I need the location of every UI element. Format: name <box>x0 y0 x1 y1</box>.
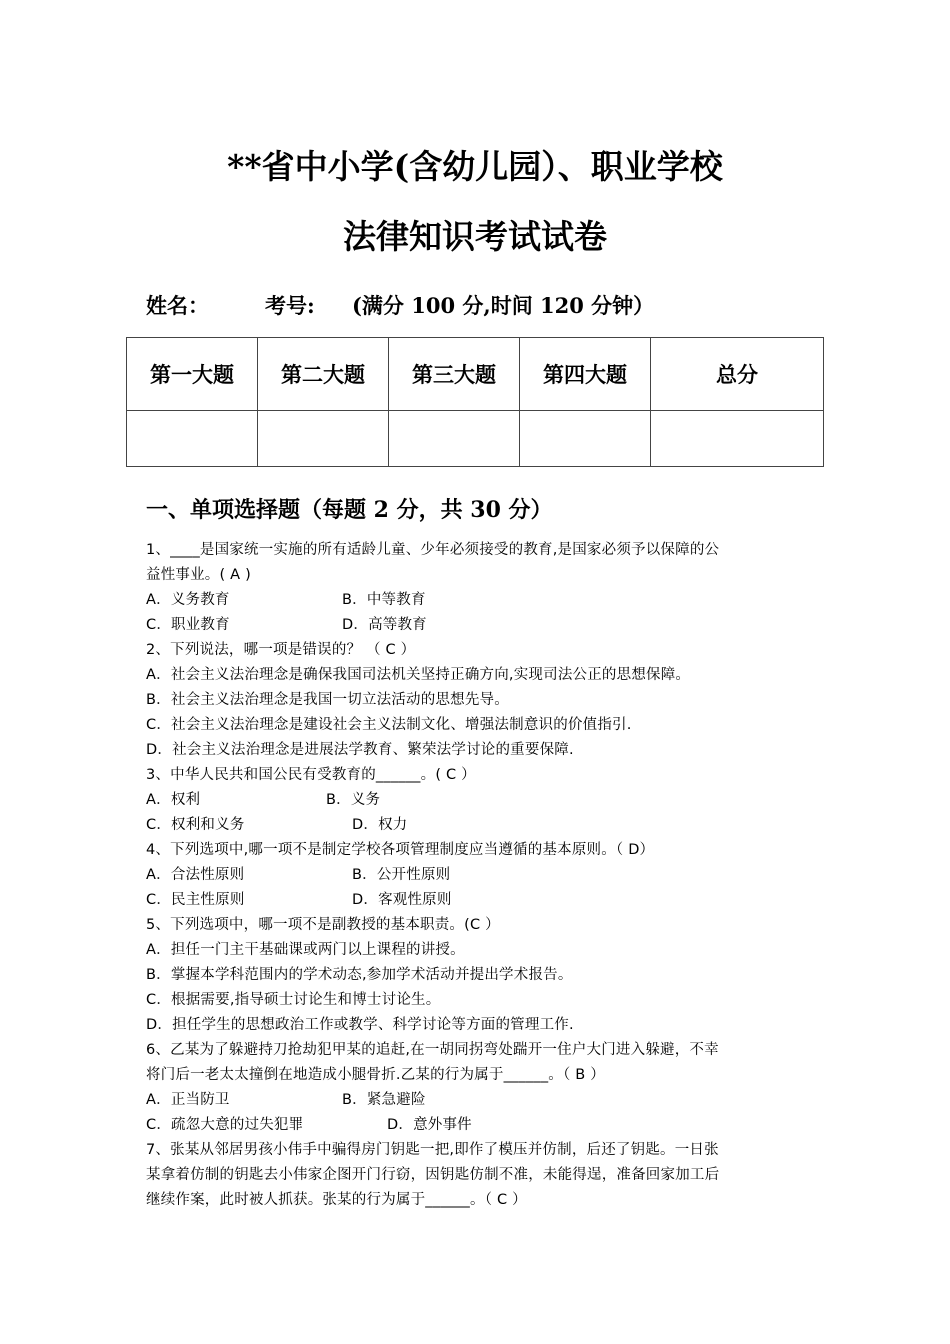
q7-stem-line3: 继续作案，此时被人抓获。张某的行为属于______。（ C ） <box>146 1192 527 1208</box>
q5-stem: 5、下列选项中，哪一项不是副教授的基本职责。(C ） <box>146 917 500 933</box>
score-header-part4: 第四大题 <box>520 338 651 411</box>
q2-option-c: C．社会主义法治理念是建设社会主义法制文化、增强法制意识的价值指引. <box>146 717 632 733</box>
q3-option-a: A．权利 <box>146 792 201 808</box>
score-table-blank-row <box>127 411 824 467</box>
q4-option-d: D．客观性原则 <box>352 892 452 908</box>
score-header-total: 总分 <box>651 338 824 411</box>
score-header-part1: 第一大题 <box>127 338 258 411</box>
score-header-part2: 第二大题 <box>258 338 389 411</box>
q1-option-b: B．中等教育 <box>342 592 426 608</box>
q1-stem-line2: 益性事业。( A ) <box>146 567 251 583</box>
q6-option-a: A．正当防卫 <box>146 1092 230 1108</box>
q3-option-d: D．权力 <box>352 817 408 833</box>
q4-stem: 4、下列选项中,哪一项不是制定学校各项管理制度应当遵循的基本原则。（ D） <box>146 842 655 858</box>
q3-option-c: C．权利和义务 <box>146 817 245 833</box>
q2-option-a: A．社会主义法治理念是确保我国司法机关坚持正确方向,实现司法公正的思想保障。 <box>146 667 691 683</box>
q5-option-d: D．担任学生的思想政治工作或教学、科学讨论等方面的管理工作. <box>146 1017 574 1033</box>
q3-options-row2 <box>146 813 810 838</box>
q1-stem-line1: 1、____是国家统一实施的所有适龄儿童、少年必须接受的教育,是国家必须予以保障的公 <box>146 542 720 558</box>
q3-options-row1 <box>146 788 810 813</box>
q2-option-b: B．社会主义法治理念是我国一切立法活动的思想先导。 <box>146 692 509 708</box>
name-label: 姓名： <box>146 293 209 318</box>
score-header-part3: 第三大题 <box>389 338 520 411</box>
q1-option-d: D．高等教育 <box>342 617 427 633</box>
q2-stem: 2、下列说法，哪一项是错误的？ （ C ） <box>146 642 416 658</box>
q4-option-a: A．合法性原则 <box>146 867 245 883</box>
q7-stem-line1: 7、张某从邻居男孩小伟手中骗得房门钥匙一把,即作了模压并仿制，后还了钥匙。一日张 <box>146 1142 719 1158</box>
score-time-info: (满分 100 分,时间 120 分钟） <box>352 293 655 318</box>
score-cell-part1 <box>127 411 258 467</box>
score-cell-total <box>651 411 824 467</box>
q5-option-b: B．掌握本学科范围内的学术动态,参加学术活动并提出学术报告。 <box>146 967 573 983</box>
q4-option-c: C．民主性原则 <box>146 892 245 908</box>
exam-title-line1: **省中小学(含幼儿园）、职业学校 <box>227 147 723 186</box>
score-table-header-row <box>127 338 824 411</box>
q5-option-c: C．根据需要,指导硕士讨论生和博士讨论生。 <box>146 992 441 1008</box>
q4-option-b: B．公开性原则 <box>352 867 451 883</box>
section-title-single-choice: 一、单项选择题（每题 2 分，共 30 分） <box>146 497 553 523</box>
score-table <box>126 337 824 467</box>
q1-options-row2 <box>146 613 810 638</box>
q6-option-b: B．紧急避险 <box>342 1092 426 1108</box>
q1-options-row1 <box>146 588 810 613</box>
q1-option-a: A．义务教育 <box>146 592 230 608</box>
score-cell-part2 <box>258 411 389 467</box>
q6-stem-line1: 6、乙某为了躲避持刀抢劫犯甲某的追赶,在一胡同拐弯处踹开一住户大门进入躲避，不幸 <box>146 1042 719 1058</box>
exam-id-label: 考号: <box>265 293 315 318</box>
q6-stem-line2: 将门后一老太太撞倒在地造成小腿骨折.乙某的行为属于______。（ B ） <box>146 1067 605 1083</box>
score-cell-part4 <box>520 411 651 467</box>
q2-option-d: D．社会主义法治理念是进展法学教育、繁荣法学讨论的重要保障. <box>146 742 574 758</box>
exam-title-line2: 法律知识考试试卷 <box>343 217 607 256</box>
q4-options-row2 <box>146 888 810 913</box>
q6-option-c: C．疏忽大意的过失犯罪 <box>146 1117 304 1133</box>
q3-stem: 3、中华人民共和国公民有受教育的______。( C ） <box>146 767 476 783</box>
q6-options-row2 <box>146 1113 810 1138</box>
q3-option-b: B．义务 <box>326 792 381 808</box>
q4-options-row1 <box>146 863 810 888</box>
q6-option-d: D．意外事件 <box>387 1117 472 1133</box>
q1-option-c: C．职业教育 <box>146 617 230 633</box>
q7-stem-line2: 某拿着仿制的钥匙去小伟家企图开门行窃，因钥匙仿制不准，未能得逞，准备回家加工后 <box>146 1167 720 1183</box>
q5-option-a: A．担任一门主干基础课或两门以上课程的讲授。 <box>146 942 465 958</box>
q6-options-row1 <box>146 1088 810 1113</box>
score-cell-part3 <box>389 411 520 467</box>
